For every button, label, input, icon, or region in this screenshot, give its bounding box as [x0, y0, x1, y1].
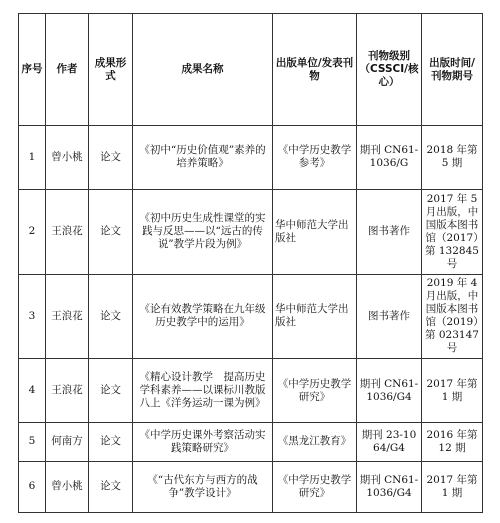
cell-date: 2017 年第 1 期: [422, 359, 483, 423]
cell-date: 2019 年 4 月出版，中国版本图书馆（2019）第 023147 号: [422, 274, 483, 359]
header-date: 出版时间/刊物期号: [422, 14, 483, 126]
cell-form: 论文: [89, 461, 133, 512]
cell-publisher: 华中师范大学出版社: [273, 189, 357, 274]
cell-name: 《初中“历史价值观”素养的培养策略》: [133, 126, 273, 190]
cell-date: 2018 年第 5 期: [422, 126, 483, 190]
cell-level: 图书著作: [357, 274, 422, 359]
cell-form: 论文: [89, 423, 133, 462]
cell-level: 期刊 CN61-1036/G: [357, 126, 422, 190]
cell-author: 王浪花: [46, 189, 89, 274]
header-seq: 序号: [19, 14, 46, 126]
cell-date: 2017 年 5 月出版，中国版本图书馆（2017）第 132845 号: [422, 189, 483, 274]
cell-name: 《精心设计教学 提高历史学科素养——以课标川教版八上《洋务运动一课为例》: [133, 359, 273, 423]
cell-form: 论文: [89, 189, 133, 274]
cell-publisher: 《中学历史教学研究》: [273, 359, 357, 423]
cell-form: 论文: [89, 359, 133, 423]
cell-publisher: 《中学历史教学参考》: [273, 126, 357, 190]
table-row: [19, 189, 483, 274]
cell-seq: 5: [19, 423, 46, 462]
cell-level: 期刊 CN61-1036/G4: [357, 461, 422, 512]
cell-name: 《论有效教学策略在九年级历史教学中的运用》: [133, 274, 273, 359]
cell-author: 王浪花: [46, 274, 89, 359]
cell-seq: 1: [19, 126, 46, 190]
cell-author: 曾小桃: [46, 461, 89, 512]
cell-author: 王浪花: [46, 359, 89, 423]
achievements-table: [18, 13, 483, 513]
cell-date: 2016 年第 12 期: [422, 423, 483, 462]
table-row: [19, 461, 483, 512]
header-publisher: 出版单位/发表刊物: [273, 14, 357, 126]
cell-form: 论文: [89, 126, 133, 190]
header-form: 成果形式: [89, 14, 133, 126]
table-row: [19, 126, 483, 190]
cell-level: 期刊 23-1064/G4: [357, 423, 422, 462]
table-row: [19, 423, 483, 462]
cell-publisher: 华中师范大学出版社: [273, 274, 357, 359]
header-author: 作者: [46, 14, 89, 126]
cell-seq: 3: [19, 274, 46, 359]
header-row: [19, 14, 483, 126]
cell-name: 《中学历史课外考察活动实践策略研究》: [133, 423, 273, 462]
cell-seq: 6: [19, 461, 46, 512]
cell-author: 曾小桃: [46, 126, 89, 190]
cell-publisher: 《中学历史教学研究》: [273, 461, 357, 512]
cell-seq: 2: [19, 189, 46, 274]
cell-form: 论文: [89, 274, 133, 359]
table-row: [19, 359, 483, 423]
header-name: 成果名称: [133, 14, 273, 126]
cell-name: 《“古代东方与西方的战争”教学设计》: [133, 461, 273, 512]
cell-name: 《初中历史生成性课堂的实践与反思——以“远古的传说”教学片段为例》: [133, 189, 273, 274]
cell-publisher: 《黑龙江教育》: [273, 423, 357, 462]
cell-date: 2017 年第 1 期: [422, 461, 483, 512]
header-level: 刊物级别（CSSCI/核心）: [357, 14, 422, 126]
cell-level: 图书著作: [357, 189, 422, 274]
table-row: [19, 274, 483, 359]
cell-author: 何南方: [46, 423, 89, 462]
cell-level: 期刊 CN61-1036/G4: [357, 359, 422, 423]
cell-seq: 4: [19, 359, 46, 423]
